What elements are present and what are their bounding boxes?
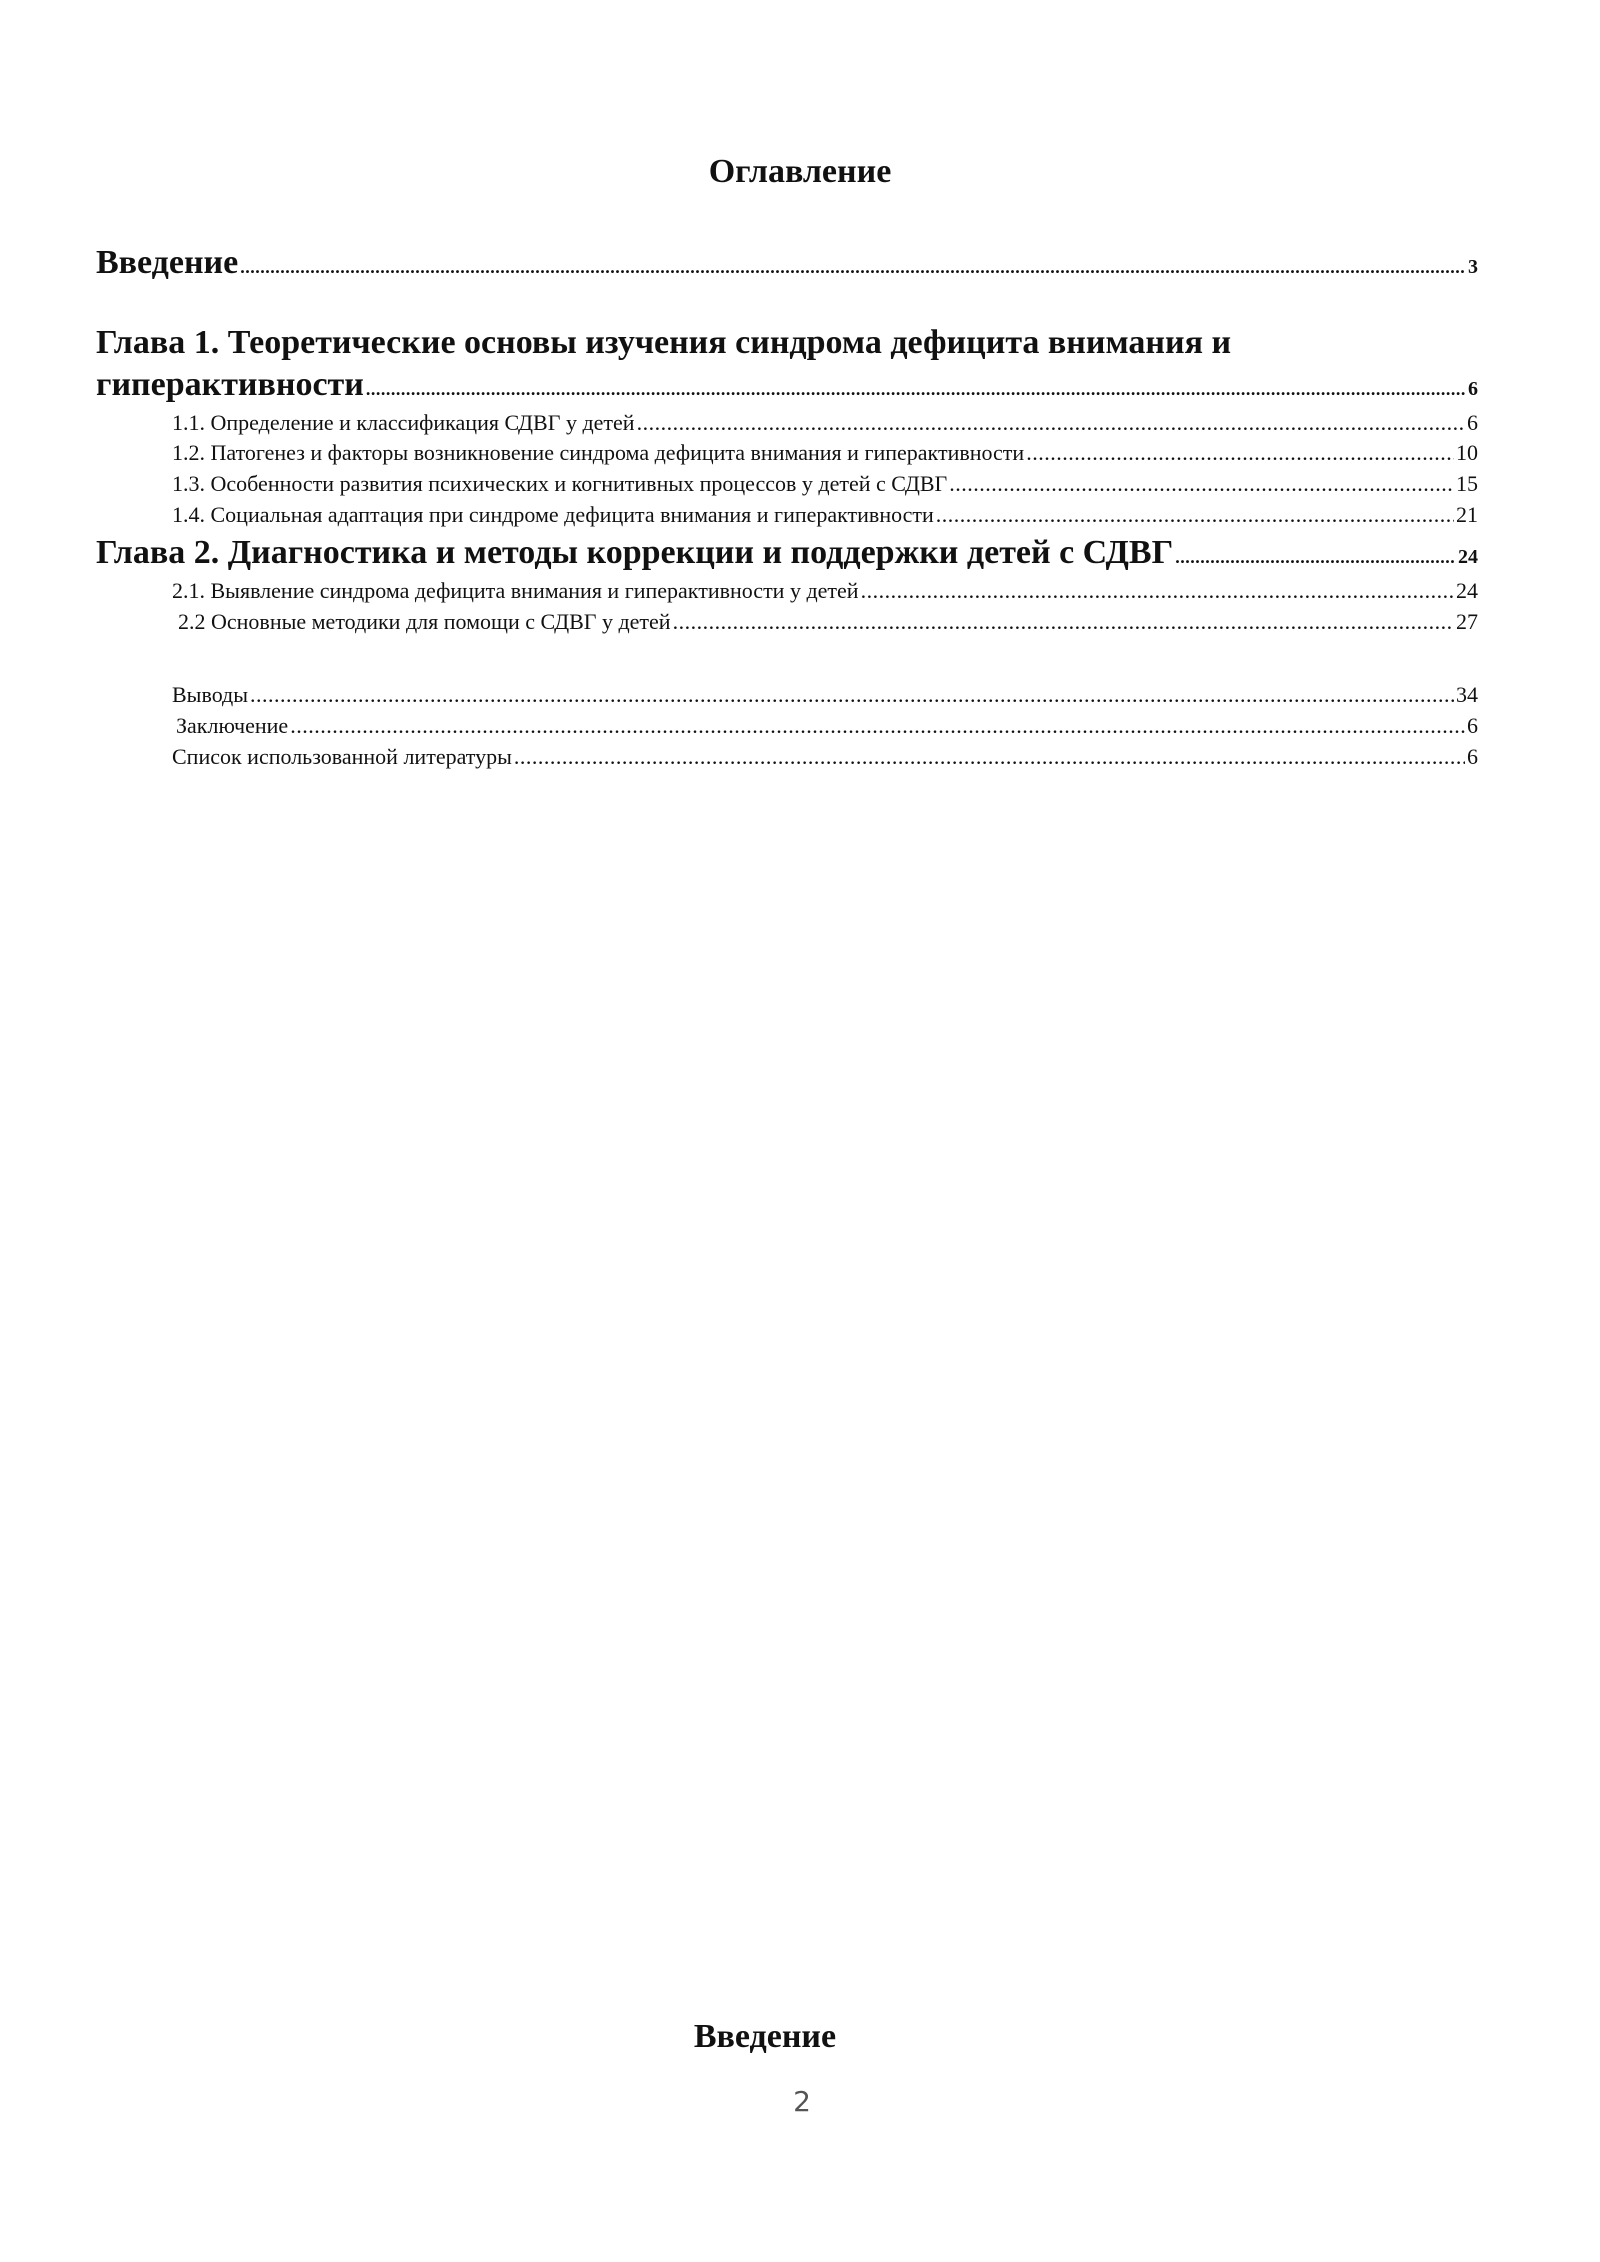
toc-entry-introduction[interactable] bbox=[96, 242, 1478, 288]
dot-leader bbox=[673, 607, 1454, 637]
toc-entry-section-1-1[interactable] bbox=[172, 408, 1478, 438]
toc-entry-section-2-2[interactable] bbox=[178, 607, 1478, 637]
dot-leader bbox=[637, 408, 1465, 438]
dot-leader bbox=[861, 576, 1454, 606]
toc-entry-label: 1.4. Социальная адаптация при синдроме дефицита внимания и гиперактивности bbox=[172, 502, 934, 527]
toc-entry-page: 6 bbox=[1467, 410, 1478, 435]
toc-entry-page: 34 bbox=[1456, 682, 1478, 707]
toc-entry-label: Введение bbox=[96, 244, 239, 281]
toc-entry-section-2-1[interactable] bbox=[172, 576, 1478, 606]
dot-leader bbox=[366, 368, 1466, 410]
toc-entry-page: 21 bbox=[1456, 502, 1478, 527]
toc-chapter1-title-line1[interactable]: Глава 1. Теоретические основы изучения синдрома дефицита внимания и bbox=[96, 324, 1232, 361]
dot-leader bbox=[240, 246, 1466, 288]
toc-title: Оглавление bbox=[708, 153, 892, 190]
toc-entry-page: 24 bbox=[1456, 578, 1478, 603]
toc-entry-chapter2[interactable] bbox=[96, 532, 1478, 578]
toc-entry-page: 10 bbox=[1456, 440, 1478, 465]
toc-entry-page: 27 bbox=[1456, 609, 1478, 634]
toc-entry-references[interactable] bbox=[172, 742, 1478, 772]
section-heading-introduction: Введение bbox=[693, 2018, 837, 2055]
dot-leader bbox=[290, 711, 1465, 741]
dot-leader bbox=[1175, 536, 1456, 578]
toc-entry-section-1-4[interactable] bbox=[172, 500, 1478, 530]
toc-entry-page: 3 bbox=[1468, 256, 1478, 278]
toc-entry-page: 15 bbox=[1456, 471, 1478, 496]
toc-entry-label: 2.2 Основные методики для помощи с СДВГ у детей bbox=[178, 609, 671, 634]
toc-entry-label: 2.1. Выявление синдрома дефицита внимания и гиперактивности у детей bbox=[172, 578, 859, 603]
toc-entry-label: Заключение bbox=[176, 713, 289, 738]
dot-leader bbox=[949, 469, 1454, 499]
toc-entry-label: Глава 2. Диагностика и методы коррекции и поддержки детей с СДВГ bbox=[96, 534, 1174, 571]
toc-entry-conclusions[interactable] bbox=[172, 680, 1478, 710]
toc-entry-chapter1[interactable] bbox=[96, 364, 1478, 410]
toc-entry-section-1-2[interactable] bbox=[172, 438, 1478, 468]
toc-entry-label: Список использованной литературы bbox=[172, 744, 512, 769]
toc-entry-page: 6 bbox=[1467, 744, 1478, 769]
toc-entry-label: 1.3. Особенности развития психических и когнитивных процессов у детей с СДВГ bbox=[172, 471, 948, 496]
toc-entry-section-1-3[interactable] bbox=[172, 469, 1478, 499]
toc-entry-conclusion[interactable] bbox=[176, 711, 1478, 741]
toc-entry-page: 6 bbox=[1467, 713, 1478, 738]
page-number: 2 bbox=[793, 2085, 811, 2118]
toc-entry-label: 1.2. Патогенез и факторы возникновение синдрома дефицита внимания и гиперактивности bbox=[172, 440, 1025, 465]
toc-entry-page: 24 bbox=[1458, 546, 1478, 568]
toc-entry-label: гиперактивности bbox=[96, 366, 364, 403]
dot-leader bbox=[514, 742, 1465, 772]
dot-leader bbox=[250, 680, 1454, 710]
dot-leader bbox=[1026, 438, 1454, 468]
toc-entry-page: 6 bbox=[1468, 378, 1478, 400]
dot-leader bbox=[936, 500, 1454, 530]
toc-entry-label: Выводы bbox=[172, 682, 249, 707]
toc-entry-label: 1.1. Определение и классификация СДВГ у детей bbox=[172, 410, 635, 435]
